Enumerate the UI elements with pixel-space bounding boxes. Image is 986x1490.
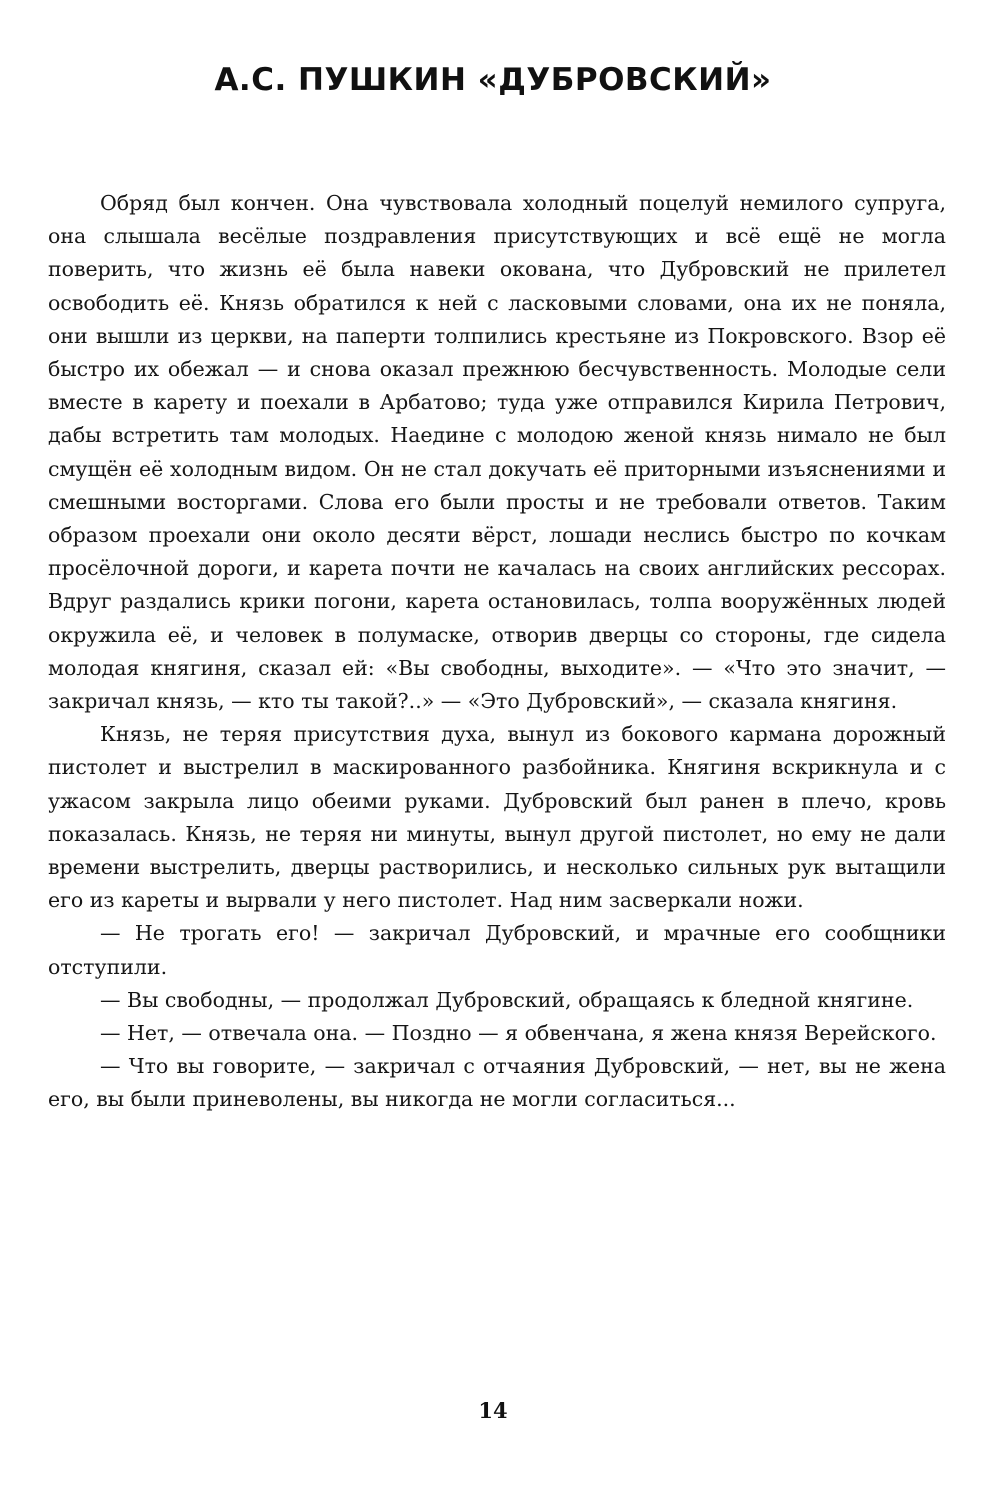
body-text bbox=[48, 187, 946, 1117]
paragraph: — Что вы говорите, — закричал с отчаяния Дубровский, — нет, вы не жена его, вы были приневолены, вы никогда не могли согласиться... bbox=[48, 1054, 946, 1112]
paragraph: Князь, не теряя присутствия духа, вынул из бокового кармана дорожный пистолет и выстрелил в маскированного разбойника. Княгиня вскрикнула и с ужасом закрыла лицо обеими руками. Дубровский был ранен в плечо, кровь показалась. Князь, не теряя ни минуты, вынул другой пистолет, но ему не дали времени выстрелить, дверцы растворились, и несколько сильных рук вытащили его из кареты и вырвали у него пистолет. Над ним засверкали ножи. bbox=[48, 722, 946, 913]
paragraph: — Вы свободны, — продолжал Дубровский, обращаясь к бледной княгине. bbox=[100, 987, 914, 1012]
paragraph: Обряд был кончен. Она чувствовала холодный поцелуй немилого супруга, она слышала весёлые поздравления присутствующих и всё ещё не могла поверить, что жизнь её была навеки окована, что Дубровский не прилетел освободить её. Князь обратился к ней с ласковыми словами, она их не поняла, они вышли из церкви, на паперти толпились крестьяне из Покровского. Взор её быстро их обежал — и снова оказал прежнюю бесчувственность. Молодые сели вместе в карету и поехали в Арбатово; туда уже отправился Кирила Петрович, дабы встретить там молодых. Наедине с молодою женой князь нимало не был смущён её холодным видом. Он не стал докучать её приторными изъяснениями и смешными восторгами. Слова его были просты и не требовали ответов. Таким образом проехали они около десяти вёрст, лошади неслись быстро по кочкам просёлочной дороги, и карета почти не качалась на своих английских рессорах. Вдруг раздались крики погони, карета остановилась, толпа вооружённых людей окружила её, и человек в полумаске, отворив дверцы со стороны, где сидела молодая княгиня, сказал ей: «Вы свободны, выходите». — «Что это значит, — закричал князь, — кто ты такой?..» — «Это Дубровский», — сказала княгиня. bbox=[48, 191, 946, 714]
page-title: А.С. ПУШКИН «ДУБРОВСКИЙ» bbox=[214, 62, 772, 98]
page-number: 14 bbox=[478, 1398, 508, 1423]
paragraph: — Не трогать его! — закричал Дубровский, и мрачные его сообщники отступили. bbox=[48, 921, 946, 979]
paragraph: — Нет, — отвечала она. — Поздно — я обвенчана, я жена князя Верейского. bbox=[100, 1021, 937, 1046]
